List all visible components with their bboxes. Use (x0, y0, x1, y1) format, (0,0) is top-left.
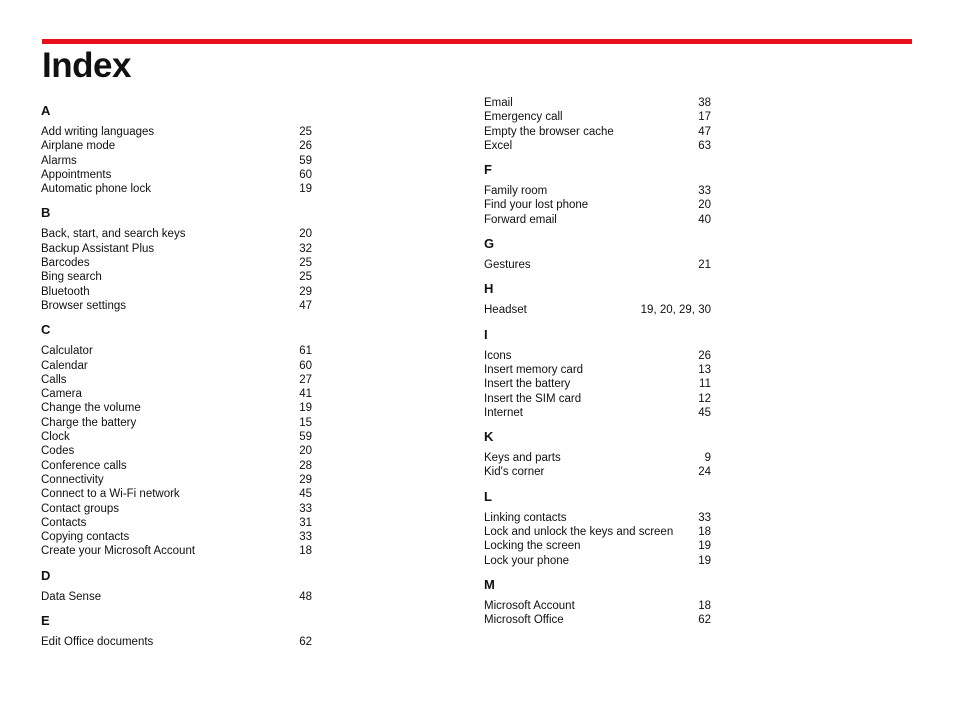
index-entry (484, 96, 711, 110)
index-entry (484, 303, 711, 317)
index-entry (484, 539, 711, 553)
entry-page-number: 12 (698, 392, 711, 405)
index-entry (41, 502, 312, 516)
entry-term: Gestures (484, 259, 531, 272)
index-entry (484, 525, 711, 539)
index-entry (41, 444, 312, 458)
section-letter: L (484, 488, 492, 504)
index-entry (484, 511, 711, 525)
index-section (484, 428, 711, 480)
index-entry (484, 392, 711, 406)
entry-page-number: 31 (299, 516, 312, 529)
entry-page-number: 33 (698, 511, 711, 524)
entry-page-number: 32 (299, 242, 312, 255)
entry-page-number: 15 (299, 416, 312, 429)
title-rule (42, 39, 912, 44)
section-letter: H (484, 281, 494, 297)
entry-page-number: 47 (698, 125, 711, 138)
index-entry (41, 125, 312, 139)
index-entry (484, 139, 711, 153)
section-letter: C (41, 322, 51, 338)
entry-term: Connectivity (41, 473, 104, 486)
entry-term: Contacts (41, 516, 87, 529)
entry-page-number: 33 (299, 531, 312, 544)
entry-term: Emergency call (484, 111, 563, 124)
entry-term: Contact groups (41, 502, 119, 515)
entry-term: Insert memory card (484, 363, 584, 376)
index-entry (41, 401, 312, 415)
index-entry (484, 406, 711, 420)
entry-page-number: 25 (299, 271, 312, 284)
entry-term: Icons (484, 349, 512, 362)
index-entry (484, 110, 711, 124)
entry-term: Insert the battery (484, 378, 571, 391)
index-entry (41, 416, 312, 430)
index-entry (41, 154, 312, 168)
entry-page-number: 19 (299, 402, 312, 415)
entry-page-number: 25 (299, 126, 312, 138)
index-entry (484, 613, 711, 627)
entry-term: Insert the SIM card (484, 392, 582, 405)
entry-term: Conference calls (41, 459, 127, 472)
entry-term: Airplane mode (41, 140, 116, 153)
entry-term: Lock and unlock the keys and screen (484, 526, 674, 539)
section-letter: E (41, 613, 50, 629)
index-entry (41, 473, 312, 487)
entry-term: Kid's corner (484, 466, 545, 479)
index-entry (41, 635, 312, 649)
entry-term: Excel (484, 139, 513, 152)
index-entry (41, 168, 312, 182)
entry-term: Family room (484, 185, 548, 198)
entry-term: Linking contacts (484, 511, 567, 524)
entry-page-number: 9 (704, 452, 711, 465)
entry-page-number: 25 (299, 257, 312, 270)
entry-term: Automatic phone lock (41, 183, 151, 196)
entry-term: Browser settings (41, 299, 127, 312)
section-letter: I (484, 326, 488, 342)
entry-page-number: 61 (299, 345, 312, 358)
entry-page-number: 48 (299, 590, 312, 603)
entry-page-number: 18 (698, 599, 711, 612)
entry-page-number: 45 (299, 488, 312, 501)
index-column-right (484, 96, 711, 636)
index-section (41, 204, 312, 313)
index-entry (484, 213, 711, 227)
section-letter: M (484, 576, 495, 592)
index-section (41, 612, 312, 649)
entry-term: Clock (41, 431, 70, 444)
section-letter: D (41, 567, 51, 583)
entry-page-number: 62 (299, 636, 312, 649)
entry-page-number: 18 (698, 526, 711, 539)
index-entry (484, 125, 711, 139)
section-letter: F (484, 162, 492, 178)
index-section (41, 102, 312, 196)
entry-page-number: 63 (698, 139, 711, 152)
entry-page-number: 47 (299, 299, 312, 312)
entry-term: Change the volume (41, 402, 141, 415)
entry-page-number: 60 (299, 168, 312, 181)
entry-page-number: 59 (299, 154, 312, 167)
index-entry (41, 285, 312, 299)
entry-term: Forward email (484, 213, 557, 226)
entry-term: Copying contacts (41, 531, 130, 544)
entry-page-number: 29 (299, 285, 312, 298)
entry-page-number: 11 (699, 378, 711, 391)
index-entry (484, 349, 711, 363)
index-section (484, 235, 711, 272)
index-entry (41, 373, 312, 387)
entry-term: Appointments (41, 168, 112, 181)
index-entry (41, 256, 312, 270)
entry-page-number: 17 (698, 111, 711, 124)
index-entry (41, 182, 312, 196)
index-section (41, 321, 312, 558)
index-section (41, 567, 312, 604)
entry-page-number: 19 (698, 554, 711, 567)
page-title: Index (42, 46, 131, 85)
entry-page-number: 26 (698, 349, 711, 362)
index-entry (484, 258, 711, 272)
entry-page-number: 26 (299, 140, 312, 153)
index-entry (41, 344, 312, 358)
index-section (484, 96, 711, 153)
entry-page-number: 33 (299, 502, 312, 515)
index-entry (484, 599, 711, 613)
entry-term: Charge the battery (41, 416, 137, 429)
entry-term: Add writing languages (41, 126, 155, 138)
index-entry (41, 430, 312, 444)
entry-term: Edit Office documents (41, 636, 154, 649)
index-entry (484, 198, 711, 212)
entry-term: Internet (484, 406, 523, 419)
entry-page-number: 40 (698, 213, 711, 226)
section-letter: A (41, 103, 51, 118)
entry-page-number: 21 (698, 259, 711, 272)
entry-term: Backup Assistant Plus (41, 242, 155, 255)
entry-term: Alarms (41, 154, 77, 167)
entry-term: Calculator (41, 345, 93, 358)
entry-term: Microsoft Account (484, 599, 575, 612)
entry-term: Calls (41, 373, 67, 386)
entry-page-number: 18 (299, 545, 312, 558)
index-entry (484, 451, 711, 465)
entry-page-number: 20 (299, 445, 312, 458)
entry-term: Lock your phone (484, 554, 570, 567)
index-column-left (41, 102, 312, 657)
entry-term: Calendar (41, 359, 88, 372)
index-entry (41, 459, 312, 473)
entry-page-number: 13 (698, 363, 711, 376)
entry-term: Microsoft Office (484, 614, 564, 627)
index-section (484, 280, 711, 317)
entry-term: Locking the screen (484, 540, 581, 553)
section-letter: G (484, 236, 495, 252)
entry-term: Create your Microsoft Account (41, 545, 196, 558)
index-entry (41, 516, 312, 530)
index-section (484, 161, 711, 227)
entry-page-number: 19 (698, 540, 711, 553)
entry-term: Empty the browser cache (484, 125, 614, 138)
index-entry (41, 299, 312, 313)
index-entry (41, 387, 312, 401)
entry-term: Headset (484, 304, 527, 317)
entry-term: Bing search (41, 271, 102, 284)
index-entry (41, 270, 312, 284)
index-entry (41, 487, 312, 501)
entry-page-number: 38 (698, 97, 711, 109)
index-entry (41, 242, 312, 256)
entry-page-number: 19 (299, 183, 312, 196)
index-entry (484, 184, 711, 198)
index-entry (484, 554, 711, 568)
entry-page-number: 41 (299, 388, 312, 401)
entry-page-number: 45 (698, 406, 711, 419)
entry-term: Connect to a Wi-Fi network (41, 488, 180, 501)
index-entry (484, 377, 711, 391)
entry-term: Find your lost phone (484, 199, 589, 212)
index-section (484, 488, 711, 568)
entry-term: Email (484, 97, 513, 109)
entry-term: Back, start, and search keys (41, 228, 186, 241)
entry-page-number: 62 (698, 614, 711, 627)
entry-page-number: 28 (299, 459, 312, 472)
entry-page-number: 20 (299, 228, 312, 241)
index-entry (484, 363, 711, 377)
entry-term: Barcodes (41, 257, 90, 270)
entry-page-number: 27 (299, 373, 312, 386)
section-letter: K (484, 429, 494, 445)
entry-term: Camera (41, 388, 82, 401)
index-entry (41, 544, 312, 558)
entry-page-number: 24 (698, 466, 711, 479)
index-section (484, 326, 711, 420)
section-letter: B (41, 205, 51, 221)
entry-term: Data Sense (41, 590, 102, 603)
entry-term: Keys and parts (484, 452, 561, 465)
index-section (484, 576, 711, 628)
index-entry (41, 359, 312, 373)
entry-page-number: 20 (698, 199, 711, 212)
entry-page-number: 33 (698, 185, 711, 198)
index-entry (484, 465, 711, 479)
entry-term: Codes (41, 445, 75, 458)
index-entry (41, 227, 312, 241)
index-entry (41, 530, 312, 544)
entry-term: Bluetooth (41, 285, 90, 298)
entry-page-number: 29 (299, 473, 312, 486)
index-entry (41, 590, 312, 604)
entry-page-number: 59 (299, 431, 312, 444)
index-entry (41, 139, 312, 153)
entry-page-number: 60 (299, 359, 312, 372)
entry-page-number: 19, 20, 29, 30 (640, 304, 711, 317)
